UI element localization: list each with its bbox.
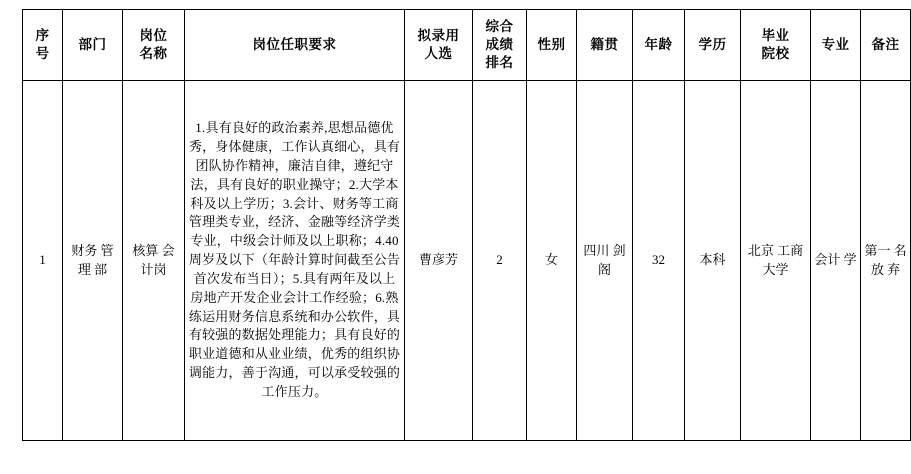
column-header-school xyxy=(741,10,811,81)
header-line: 岗位任职要求 xyxy=(252,36,337,52)
cell-line: 会计 xyxy=(814,252,841,268)
column-header-native-place xyxy=(577,10,633,81)
table-row xyxy=(23,81,911,441)
header-line: 成绩 xyxy=(485,36,514,52)
cell-rank: 2 xyxy=(473,81,527,441)
header-line: 籍贯 xyxy=(590,36,619,52)
header-line: 专业 xyxy=(821,36,850,52)
cell-line: 部 xyxy=(94,261,108,277)
cell-native-place xyxy=(577,81,633,441)
header-line: 序 xyxy=(35,27,50,43)
cell-requirement xyxy=(185,81,405,441)
column-header-major xyxy=(811,10,861,81)
header-line: 人选 xyxy=(424,46,453,61)
document-page xyxy=(0,9,907,474)
cell-line: 大学 xyxy=(762,261,789,277)
column-header-post xyxy=(123,10,185,81)
cell-candidate: 曹彦芳 xyxy=(405,81,473,441)
header-line: 毕业 xyxy=(761,27,790,43)
column-header-dept xyxy=(63,10,123,81)
cell-age: 32 xyxy=(633,81,685,441)
header-line: 综合 xyxy=(485,18,514,34)
column-header-requirement xyxy=(185,10,405,81)
column-header-sex xyxy=(527,10,577,81)
header-line: 性别 xyxy=(537,36,566,52)
cell-line: 剑阁 xyxy=(597,242,626,277)
header-line: 院校 xyxy=(761,46,790,61)
cell-line: 财务 xyxy=(71,242,98,258)
header-line: 岗位 xyxy=(139,27,168,43)
cell-school xyxy=(741,81,811,441)
column-header-education xyxy=(685,10,741,81)
cell-line: 北京 xyxy=(747,242,774,258)
column-header-age xyxy=(633,10,685,81)
column-header-seq xyxy=(23,10,63,81)
cell-line: 核算 xyxy=(132,242,159,258)
header-line: 部门 xyxy=(78,36,107,52)
cell-line: 工商 xyxy=(777,242,804,258)
cell-department xyxy=(63,81,123,441)
cell-line: 弃 xyxy=(887,261,901,277)
header-line: 排名 xyxy=(485,55,514,71)
cell-line: 四川 xyxy=(583,242,610,258)
cell-line: 会计岗 xyxy=(140,242,175,277)
cell-line: 名放 xyxy=(870,242,907,277)
cell-post-name xyxy=(123,81,185,441)
column-header-remark xyxy=(861,10,911,81)
cell-education: 本科 xyxy=(685,81,741,441)
cell-remark xyxy=(861,81,911,441)
header-line: 名称 xyxy=(139,46,168,61)
cell-line: 管理 xyxy=(77,242,114,277)
cell-sex: 女 xyxy=(527,81,577,441)
recruitment-table xyxy=(22,9,911,441)
cell-line: 第一 xyxy=(864,242,891,258)
cell-seq: 1 xyxy=(23,81,63,441)
requirement-text: 1.具有良好的政治素养,思想品德优秀，身体健康，工作认真细心，具有团队协作精神，廉洁自律，遵纪守法，具有良好的职业操守；2.大学本科及以上学历；3.会计、财务等工商管理类专业，经济、金融等经济学类专业，中级会计师及以上职称；4.40周岁及以下（年龄计算时间截至公告首次发布当日）；5.具有两年及以上房地产开发企业会计工作经验；6.熟练运用财务信息系统和办公软件，具有较强的数据处理能力；具有良好的职业道德和从业业绩，优秀的组织协调能力，善于沟通，可以承受较强的工作压力。 xyxy=(188,120,401,399)
header-line: 备注 xyxy=(871,36,900,52)
table-header-row xyxy=(23,10,911,81)
header-line: 学历 xyxy=(698,36,727,52)
cell-major xyxy=(811,81,861,441)
cell-line: 学 xyxy=(843,252,857,268)
column-header-candidate xyxy=(405,10,473,81)
header-line: 号 xyxy=(35,46,50,61)
header-line: 拟录用 xyxy=(417,27,460,43)
header-line: 年龄 xyxy=(644,36,673,52)
column-header-rank xyxy=(473,10,527,81)
